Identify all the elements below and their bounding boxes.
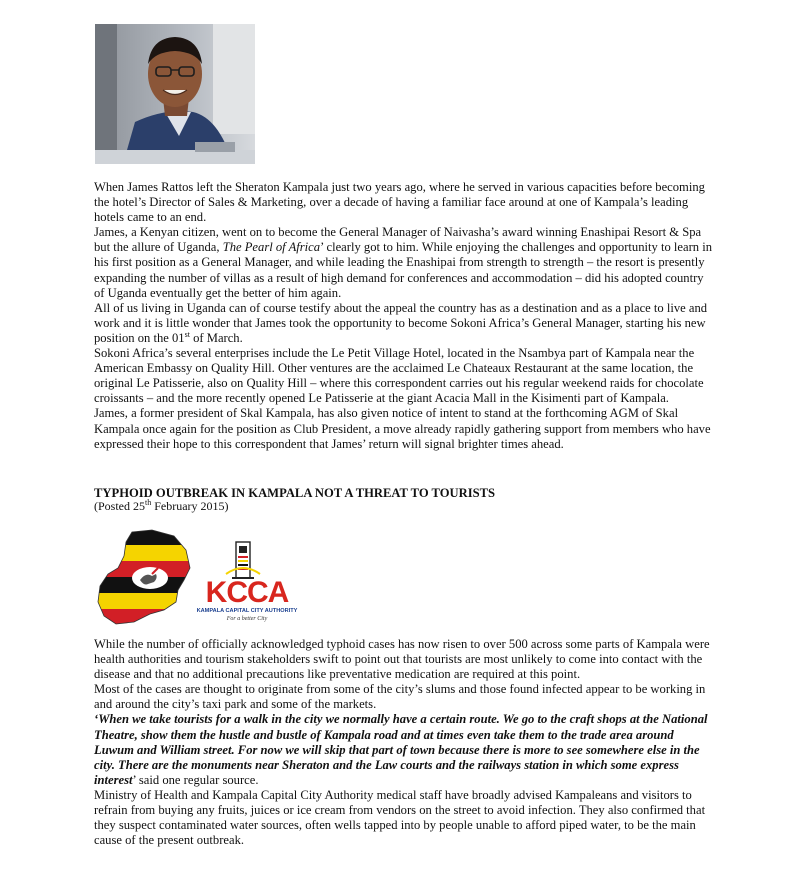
- kcca-tagline: For a better City: [226, 616, 268, 622]
- paragraph: James, a former president of Skal Kampala, has also given notice of intent to stand at the forthcoming AGM of Skal Kampala once again for the position as Club President, a move already rapidly gathering support from members who have expressed their hope to this correspondent that James’ return will signal brighter times ahead.: [94, 406, 711, 451]
- article-headline: TYPHOID OUTBREAK IN KAMPALA NOT A THREAT TO TOURISTS: [94, 486, 496, 500]
- article-typhoid-outbreak: [94, 637, 714, 848]
- paragraph: Ministry of Health and Kampala Capital City Authority medical staff have broadly advised Kampaleans and visitors to refrain from buying any fruits, juices or ice cream from vendors on the street to avoid infection. They also confirmed that they suspect contaminated water sources, often wells tapped into by people unable to afford piped water, to be the main cause of the present outbreak.: [94, 787, 706, 848]
- kcca-subtitle: KAMPALA CAPITAL CITY AUTHORITY: [196, 608, 298, 614]
- quote-paragraph: ‘When we take tourists for a walk in the city we normally have a certain route. We go to the craft shops at the National Theatre, show them the hustle and bustle of Kampala road and at times even take them to the trade area around Luwum and William street. For now we will skip that part of town because there is more to see somewhere else in the city. There are the monuments near Sheraton and the Law courts and the railways station in which some express interest’ said one regular source.: [94, 712, 708, 787]
- quote-text: When we take tourists for a walk in the city we normally have a certain route. We go to the craft shops at the National Theatre, show them the hustle and bustle of Kampala road and at times even take them to the trade area around Luwum and William street. For now we will skip that part of town because there is more to see somewhere else in the city. There are the monuments near Sheraton and the Law courts and the railways station in which some express interest: [94, 712, 708, 787]
- paragraph: All of us living in Uganda can of course testify about the appeal the country has as a destination and as a place to live and work and it is little wonder that James took the opportunity to become Sokoni Africa’s General Manager, starting his new position on the 01st of March.: [94, 300, 708, 345]
- paragraph: Most of the cases are thought to originate from some of the city’s slums and those found infected appear to be working in and around the city’s taxi park and some of the markets.: [94, 682, 706, 712]
- kcca-wordmark: KCCA: [205, 576, 289, 609]
- paragraph: When James Rattos left the Sheraton Kampala just two years ago, where he served in various capacities before becoming the hotel’s Director of Sales & Marketing, over a decade of having a familiar face around at one of Kampala’s leading hotels came to an end.: [94, 180, 705, 225]
- uganda-flag-map-logo: [94, 528, 194, 628]
- paragraph: Sokoni Africa’s several enterprises include the Le Petit Village Hotel, located in the Nsambya part of Kampala near the American Embassy on Quality Hill. Other ventures are the acclaimed Le Chateaux Restaurant at the same location, the original Le Patisserie, also on Quality Hill – where this correspondent carries out his regular weekend raids for chocolate croissants – and the more recently opened Le Patisserie at the giant Acacia Mall in the Kisimenti part of Kampala.: [94, 346, 704, 406]
- italic-phrase: The Pearl of Africa: [222, 240, 321, 255]
- kcca-logo: [192, 540, 302, 628]
- portrait-photo: [95, 24, 255, 164]
- paragraph: James, a Kenyan citizen, went on to become the General Manager of Naivasha’s award winning Enashipai Resort & Spa but the allure of Uganda, The Pearl of Africa’ clearly got to him. While enjoying the challenges and opportunity to learn in his first position as a General Manager, and while leading the Enashipai from strength to strength – the resort is presently expanding the number of villas as a result of high demand for conferences and accommodation – did his adopted country of Uganda eventually get the better of him again.: [94, 225, 713, 300]
- article-james-rattos: [94, 180, 714, 452]
- posted-date: (Posted 25th February 2015): [94, 498, 229, 513]
- paragraph: While the number of officially acknowledged typhoid cases has now risen to over 500 across some parts of Kampala were health authorities and tourism stakeholders swift to point out that tourists are most unlikely to come into contact with the disease and that no additional precautions like preventative medication are required at this point.: [94, 637, 710, 682]
